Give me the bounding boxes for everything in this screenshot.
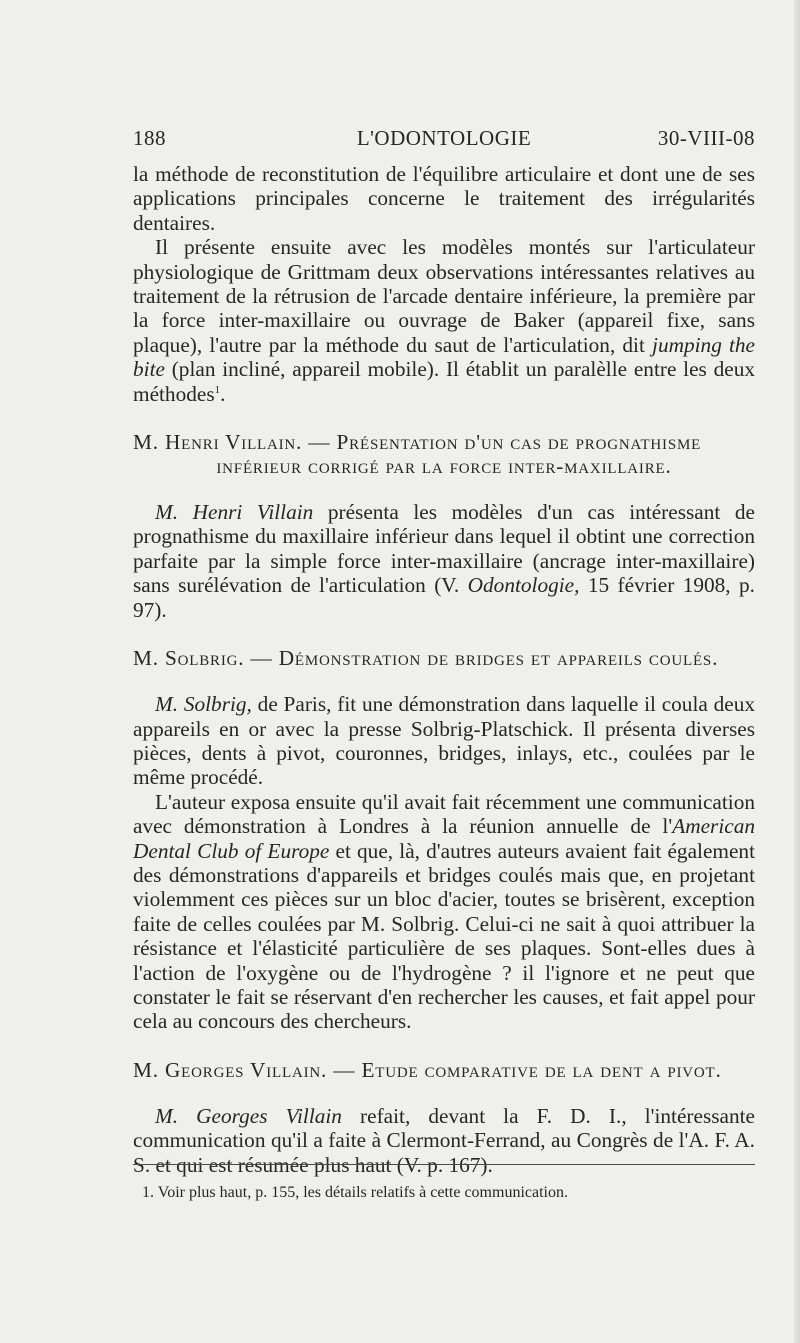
paragraph-3	[133, 500, 755, 622]
journal-title: Odontologie,	[467, 573, 580, 598]
section-heading-henri-villain	[133, 430, 755, 478]
section-2-line-1: M. Solbrig. — Démonstration de bridges et appareils coulés.	[133, 646, 719, 671]
paragraph-2	[133, 235, 755, 406]
footnote-rule	[133, 1164, 755, 1165]
author-name: M. Solbrig,	[155, 692, 252, 717]
paragraph-5-text-end: et que, là, d'autres auteurs avaient fait également des démonstrations d'appareils et bridges coulés mais que, en projetant violemment ces pièces sur un bloc d'acier, toutes se brisèrent, exception faite de celles coulées par M. Solbrig. Celui-ci ne sait à quoi attribuer la résistance et l'élasticité particulière de ses plaques. Sont-elles dues à l'action de l'oxygène ou de l'hydrogène ? il l'ignore et ne peut que constater le fait se réservant d'en rechercher les causes, et fait appel pour cela au concours des chercheurs.	[133, 838, 755, 1034]
body-text	[133, 162, 755, 1177]
section-1-line-2: inférieur corrigé par la force inter-maxillaire.	[216, 454, 672, 479]
page-number: 188	[133, 126, 166, 150]
paragraph-2-period: .	[220, 381, 226, 406]
author-name: M. Henri Villain	[155, 500, 314, 525]
paragraph-1	[133, 162, 755, 235]
paragraph-3-text-end: 15 février 1908, p. 97).	[133, 573, 755, 622]
paragraph-2-text: Il présente ensuite avec les modèles montés sur l'articulateur physiologique de Grittmam deux observations intéressantes relatives au traitement de la rétrusion de l'arcade dentaire inférieure, la première par la force inter-maxillaire ou ouvrage de Baker (appareil fixe, sans plaque), l'autre par la méthode du saut de l'articulation, dit	[133, 235, 755, 357]
footnote	[142, 1183, 742, 1203]
paragraph-6	[133, 1104, 755, 1177]
page-edge	[794, 0, 800, 1343]
paragraph-4-text: de Paris, fit une démonstration dans laquelle il coula deux appareils en or avec la presse Solbrig-Platschick. Il présenta diverses pièces, dents à pivot, couronnes, bridges, inlays, etc., coulées par le même procédé.	[133, 692, 755, 790]
section-heading-solbrig	[133, 646, 755, 670]
section-heading-georges-villain	[133, 1058, 755, 1082]
footnote-text: 1. Voir plus haut, p. 155, les détails relatifs à cette communication.	[142, 1184, 568, 1201]
running-header	[133, 126, 755, 154]
paragraph-2-text-end: (plan incliné, appareil mobile). Il établit un paralèlle entre les deux méthodes	[133, 357, 755, 406]
paragraph-3-text: présenta les modèles d'un cas intéressant de prognathisme du maxillaire inférieur dans lequel il obtint une correction parfaite par la simple force inter-maxillaire (ancrage inter-maxillaire) sans surélévation de l'articulation (V.	[133, 500, 755, 598]
footnote-ref[interactable]: 1	[214, 383, 221, 396]
paragraph-4	[133, 692, 755, 790]
paragraph-2-italic: jumping the bite	[133, 332, 755, 382]
author-name: M. Georges Villain	[155, 1103, 342, 1128]
paragraph-5-text: L'auteur exposa ensuite qu'il avait fait récemment une communication avec démonstration à Londres à la réunion annuelle de l'	[133, 789, 755, 839]
club-name: American Dental Club of Europe	[133, 814, 755, 863]
paragraph-5	[133, 790, 755, 1034]
section-3-line-1: M. Georges Villain. — Etude comparative de la dent a pivot.	[133, 1057, 722, 1082]
running-title: L'ODONTOLOGIE	[356, 126, 532, 150]
section-1-line-1: M. Henri Villain. — Présentation d'un cas de prognathisme	[133, 430, 702, 455]
issue-date: 30-VIII-08	[657, 126, 755, 150]
paragraph-1-text: la méthode de reconstitution de l'équilibre articulaire et dont une de ses applications principales concerne le traitement des irrégularités dentaires.	[133, 162, 755, 235]
paragraph-6-text: refait, devant la F. D. I., l'intéressante communication qu'il a faite à Clermont-Ferrand, au Congrès de l'A. F. A. S. et qui est résumée plus haut (V. p. 167).	[133, 1103, 755, 1177]
